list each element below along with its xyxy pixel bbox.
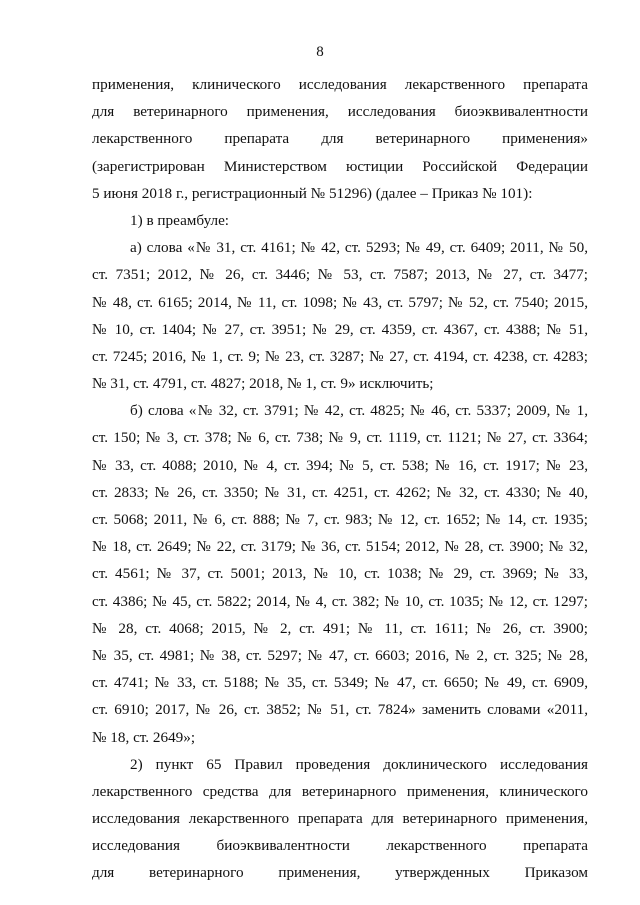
text-line: применения, клинического исследования лекарственного препарата	[92, 76, 588, 93]
text-line: № 35, ст. 4981; № 38, ст. 5297; № 47, ст. 6603; 2016, № 2, ст. 325; № 28,	[92, 646, 588, 664]
text-line: № 48, ст. 6165; 2014, № 11, ст. 1098; № 43, ст. 5797; № 52, ст. 7540; 2015,	[92, 293, 588, 311]
text-line: ст. 7245; 2016, № 1, ст. 9; № 23, ст. 3287; № 27, ст. 4194, ст. 4238, ст. 4283;	[92, 347, 588, 365]
text-line: лекарственного средства для ветеринарного применения, клинического	[92, 782, 588, 800]
text-line: а) слова «№ 31, ст. 4161; № 42, ст. 5293; № 49, ст. 6409; 2011, № 50,	[130, 239, 588, 257]
text-line: ст. 2833; № 26, ст. 3350; № 31, ст. 4251, ст. 4262; № 32, ст. 4330; № 40,	[92, 483, 588, 501]
text-line: исследования лекарственного препарата для ветеринарного применения,	[92, 810, 588, 828]
text-line: б) слова «№ 32, ст. 3791; № 42, ст. 4825; № 46, ст. 5337; 2009, № 1,	[130, 402, 588, 420]
text-line: ст. 4386; № 45, ст. 5822; 2014, № 4, ст. 382; № 10, ст. 1035; № 12, ст. 1297;	[92, 592, 588, 610]
body-text	[92, 71, 588, 887]
text-line: 1) в преамбуле:	[130, 211, 230, 229]
text-line: лекарственного препарата для ветеринарного применения»	[92, 130, 588, 148]
text-line: № 18, ст. 2649»;	[92, 728, 196, 746]
text-line: ст. 6910; 2017, № 26, ст. 3852; № 51, ст. 7824» заменить словами «2011,	[92, 701, 588, 719]
text-line: для ветеринарного применения, исследования биоэквивалентности	[92, 103, 588, 121]
text-line: 2) пункт 65 Правил проведения доклинического исследования	[130, 755, 588, 773]
text-line: ст. 4561; № 37, ст. 5001; 2013, № 10, ст. 1038; № 29, ст. 3969; № 33,	[92, 565, 588, 583]
text-line: № 28, ст. 4068; 2015, № 2, ст. 491; № 11, ст. 1611; № 26, ст. 3900;	[92, 619, 588, 637]
text-line: 5 июня 2018 г., регистрационный № 51296) (далее – Приказ № 101):	[92, 184, 533, 202]
text-line: исследования биоэквивалентности лекарственного препарата	[92, 837, 588, 855]
text-line: ст. 5068; 2011, № 6, ст. 888; № 7, ст. 983; № 12, ст. 1652; № 14, ст. 1935;	[92, 511, 588, 528]
text-line: № 10, ст. 1404; № 27, ст. 3951; № 29, ст. 4359, ст. 4367, ст. 4388; № 51,	[92, 320, 588, 338]
text-line: ст. 4741; № 33, ст. 5188; № 35, ст. 5349; № 47, ст. 6650; № 49, ст. 6909,	[92, 674, 588, 692]
page-number: 8	[316, 44, 324, 60]
text-line: (зарегистрирован Министерством юстиции Российской Федерации	[92, 157, 588, 175]
text-line: для ветеринарного применения, утвержденных Приказом	[92, 864, 588, 882]
text-line: № 33, ст. 4088; 2010, № 4, ст. 394; № 5, ст. 538; № 16, ст. 1917; № 23,	[92, 456, 588, 474]
text-line: № 18, ст. 2649; № 22, ст. 3179; № 36, ст. 5154; 2012, № 28, ст. 3900; № 32,	[92, 538, 588, 556]
text-line: ст. 7351; 2012, № 26, ст. 3446; № 53, ст. 7587; 2013, № 27, ст. 3477;	[92, 266, 588, 284]
text-line: № 31, ст. 4791, ст. 4827; 2018, № 1, ст. 9» исключить;	[92, 375, 434, 393]
text-line: ст. 150; № 3, ст. 378; № 6, ст. 738; № 9, ст. 1119, ст. 1121; № 27, ст. 3364;	[92, 429, 588, 447]
